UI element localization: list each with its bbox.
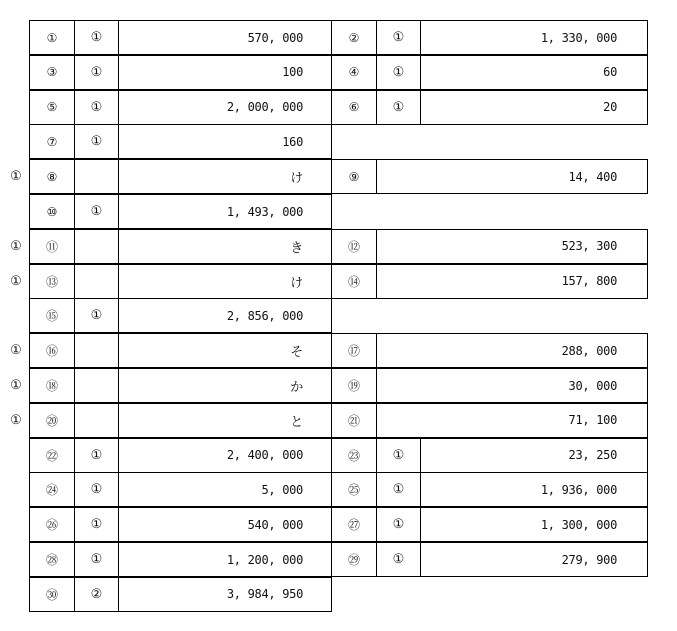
right-answer-block [331, 159, 648, 194]
question-number: ⑲ [332, 369, 377, 402]
point-mark: ① [10, 273, 22, 289]
point-mark: ① [10, 343, 22, 359]
score-mark [75, 265, 119, 298]
answer-row [0, 20, 677, 55]
right-answer-block [331, 507, 648, 542]
answer-value: と [290, 414, 303, 430]
answer-row [0, 577, 677, 612]
score-mark: ① [75, 543, 119, 576]
score-mark: ① [75, 195, 119, 228]
left-answer-block [29, 438, 332, 473]
answer-value: 20 [603, 100, 617, 115]
left-answer-block [29, 472, 332, 507]
left-answer-block [29, 507, 332, 542]
score-mark: ① [377, 543, 421, 576]
question-number: ㉒ [30, 439, 75, 472]
answer-value: 14, 400 [568, 169, 617, 184]
answer-value: 279, 900 [561, 552, 617, 567]
answer-row [0, 229, 677, 264]
question-number: ⑧ [30, 160, 75, 193]
answer-row [0, 124, 677, 159]
answer-value: 523, 300 [561, 239, 617, 254]
question-number: ㉑ [332, 404, 377, 437]
left-answer-block [29, 403, 332, 438]
question-number: ⑤ [30, 91, 75, 124]
right-answer-block [331, 438, 648, 473]
left-answer-block [29, 333, 332, 368]
answer-row [0, 542, 677, 577]
question-number: ⑭ [332, 265, 377, 298]
score-mark: ① [377, 439, 421, 472]
score-mark: ① [75, 56, 119, 89]
right-answer-block [331, 368, 648, 403]
point-mark: ① [10, 238, 22, 254]
score-mark: ① [75, 439, 119, 472]
answer-value: 60 [603, 65, 617, 80]
answer-row [0, 298, 677, 333]
left-answer-block [29, 298, 332, 333]
left-answer-block [29, 542, 332, 577]
answer-row [0, 264, 677, 299]
question-number: ⑮ [30, 299, 75, 332]
left-answer-block [29, 124, 332, 159]
score-mark: ① [75, 508, 119, 541]
left-answer-block [29, 264, 332, 299]
answer-row [0, 438, 677, 473]
answer-value: 3, 984, 950 [226, 587, 303, 602]
answer-value: 1, 200, 000 [226, 552, 303, 567]
score-mark [75, 334, 119, 367]
answer-value: け [290, 171, 303, 187]
answer-value: 157, 800 [561, 274, 617, 289]
answer-value: か [290, 380, 303, 395]
score-mark: ① [377, 508, 421, 541]
answer-row [0, 333, 677, 368]
right-answer-block [331, 472, 648, 507]
right-answer-block [331, 229, 648, 264]
answer-value: 1, 300, 000 [540, 517, 617, 532]
question-number: ㉘ [30, 543, 75, 576]
score-mark: ② [75, 578, 119, 611]
answer-value: 570, 000 [247, 30, 303, 45]
answer-value: け [290, 275, 303, 291]
question-number: ㉕ [332, 473, 377, 506]
left-answer-block [29, 90, 332, 125]
answer-row [0, 194, 677, 229]
score-mark: ① [75, 91, 119, 124]
question-number: ㉔ [30, 473, 75, 506]
answer-value: 540, 000 [247, 517, 303, 532]
question-number: ⑦ [30, 125, 75, 158]
answer-value: 100 [282, 65, 303, 80]
question-number: ⑥ [332, 91, 377, 124]
right-answer-block [331, 55, 648, 90]
answer-row [0, 368, 677, 403]
question-number: ③ [30, 56, 75, 89]
answer-value: 5, 000 [261, 482, 303, 497]
answer-value: 2, 000, 000 [226, 100, 303, 115]
score-mark [75, 230, 119, 263]
question-number: ② [332, 21, 377, 54]
answer-value: 1, 493, 000 [226, 204, 303, 219]
question-number: ⑯ [30, 334, 75, 367]
score-mark: ① [75, 125, 119, 158]
answer-row [0, 507, 677, 542]
answer-value: 30, 000 [568, 378, 617, 393]
question-number: ⑰ [332, 334, 377, 367]
right-answer-block [331, 542, 648, 577]
answer-value: 23, 250 [568, 448, 617, 463]
answer-row [0, 159, 677, 194]
question-number: ⑱ [30, 369, 75, 402]
answer-row [0, 55, 677, 90]
question-number: ⑳ [30, 404, 75, 437]
left-answer-block [29, 194, 332, 229]
answer-value: き [290, 240, 303, 256]
right-answer-block [331, 264, 648, 299]
left-answer-block [29, 368, 332, 403]
answer-row [0, 90, 677, 125]
question-number: ⑨ [332, 160, 377, 193]
score-mark: ① [75, 299, 119, 332]
question-number: ㉗ [332, 508, 377, 541]
answer-row [0, 403, 677, 438]
left-answer-block [29, 229, 332, 264]
question-number: ㉓ [332, 439, 377, 472]
right-answer-block [331, 20, 648, 55]
score-mark: ① [377, 473, 421, 506]
score-mark: ① [377, 56, 421, 89]
answer-row [0, 472, 677, 507]
score-mark: ① [377, 91, 421, 124]
answer-value: 160 [282, 134, 303, 149]
left-answer-block [29, 55, 332, 90]
question-number: ④ [332, 56, 377, 89]
score-mark: ① [75, 21, 119, 54]
score-mark [75, 369, 119, 402]
answer-value: 1, 330, 000 [540, 30, 617, 45]
question-number: ⑩ [30, 195, 75, 228]
answer-value: 2, 400, 000 [226, 448, 303, 463]
right-answer-block [331, 333, 648, 368]
question-number: ㉖ [30, 508, 75, 541]
question-number: ① [30, 21, 75, 54]
left-answer-block [29, 159, 332, 194]
answer-value: 1, 936, 000 [540, 482, 617, 497]
left-answer-block [29, 577, 332, 612]
point-mark: ① [10, 412, 22, 428]
left-answer-block [29, 20, 332, 55]
right-answer-block [331, 90, 648, 125]
score-mark [75, 404, 119, 437]
question-number: ⑪ [30, 230, 75, 263]
answer-value: そ [290, 345, 303, 361]
question-number: ⑬ [30, 265, 75, 298]
question-number: ⑫ [332, 230, 377, 263]
right-answer-block [331, 403, 648, 438]
question-number: ㉚ [30, 578, 75, 611]
point-mark: ① [10, 378, 22, 393]
question-number: ㉙ [332, 543, 377, 576]
score-mark [75, 160, 119, 193]
score-mark: ① [377, 21, 421, 54]
answer-value: 2, 856, 000 [226, 308, 303, 323]
answer-value: 71, 100 [568, 413, 617, 428]
point-mark: ① [10, 169, 22, 185]
score-mark: ① [75, 473, 119, 506]
answer-value: 288, 000 [561, 343, 617, 358]
